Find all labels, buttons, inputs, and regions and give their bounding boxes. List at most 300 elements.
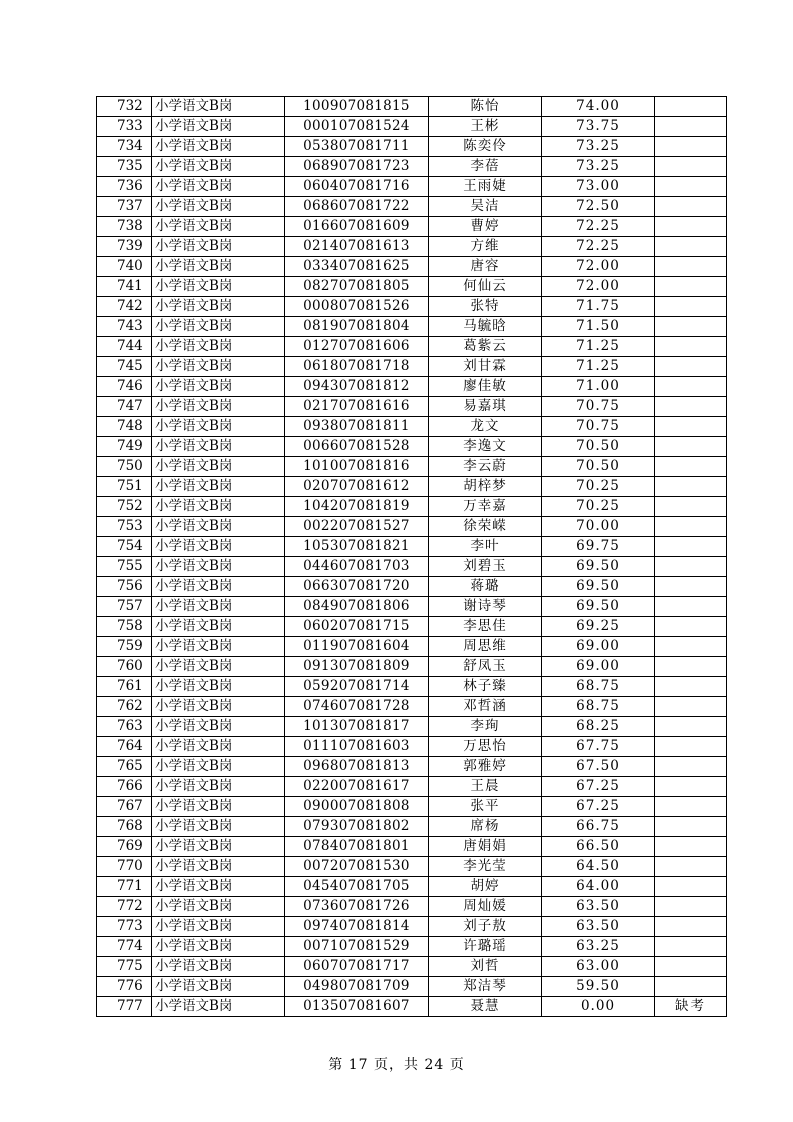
row-number-cell: 751	[97, 477, 152, 497]
post-cell: 小学语文B岗	[152, 757, 285, 777]
note-cell	[655, 577, 727, 597]
score-cell: 72.25	[542, 237, 655, 257]
score-cell: 71.25	[542, 357, 655, 377]
row-number-cell: 775	[97, 957, 152, 977]
row-number-cell: 772	[97, 897, 152, 917]
exam-id-cell: 060207081715	[285, 617, 429, 637]
note-cell	[655, 317, 727, 337]
exam-id-cell: 068607081722	[285, 197, 429, 217]
name-cell: 何仙云	[429, 277, 542, 297]
table-row	[97, 997, 727, 1017]
post-cell: 小学语文B岗	[152, 817, 285, 837]
exam-id-cell: 021407081613	[285, 237, 429, 257]
note-cell	[655, 517, 727, 537]
note-cell	[655, 337, 727, 357]
note-cell	[655, 697, 727, 717]
exam-id-cell: 002207081527	[285, 517, 429, 537]
post-cell: 小学语文B岗	[152, 937, 285, 957]
exam-id-cell: 060707081717	[285, 957, 429, 977]
exam-id-cell: 007207081530	[285, 857, 429, 877]
table-row	[97, 97, 727, 117]
row-number-cell: 773	[97, 917, 152, 937]
score-cell: 68.75	[542, 697, 655, 717]
name-cell: 唐容	[429, 257, 542, 277]
row-number-cell: 735	[97, 157, 152, 177]
note-cell	[655, 477, 727, 497]
exam-id-cell: 045407081705	[285, 877, 429, 897]
score-cell: 69.25	[542, 617, 655, 637]
post-cell: 小学语文B岗	[152, 657, 285, 677]
post-cell: 小学语文B岗	[152, 837, 285, 857]
table-row	[97, 577, 727, 597]
row-number-cell: 758	[97, 617, 152, 637]
note-cell	[655, 257, 727, 277]
name-cell: 王彬	[429, 117, 542, 137]
row-number-cell: 732	[97, 97, 152, 117]
post-cell: 小学语文B岗	[152, 717, 285, 737]
table-row	[97, 197, 727, 217]
note-cell	[655, 737, 727, 757]
table-row	[97, 637, 727, 657]
name-cell: 谢诗琴	[429, 597, 542, 617]
name-cell: 葛紫云	[429, 337, 542, 357]
exam-id-cell: 096807081813	[285, 757, 429, 777]
post-cell: 小学语文B岗	[152, 357, 285, 377]
exam-id-cell: 060407081716	[285, 177, 429, 197]
table-row	[97, 857, 727, 877]
name-cell: 周灿媛	[429, 897, 542, 917]
table-row	[97, 977, 727, 997]
score-cell: 59.50	[542, 977, 655, 997]
post-cell: 小学语文B岗	[152, 777, 285, 797]
name-cell: 郑洁琴	[429, 977, 542, 997]
name-cell: 曹婷	[429, 217, 542, 237]
name-cell: 陈怡	[429, 97, 542, 117]
exam-id-cell: 059207081714	[285, 677, 429, 697]
name-cell: 龙文	[429, 417, 542, 437]
table-row	[97, 117, 727, 137]
name-cell: 李云蔚	[429, 457, 542, 477]
score-cell: 66.75	[542, 817, 655, 837]
note-cell	[655, 397, 727, 417]
post-cell: 小学语文B岗	[152, 457, 285, 477]
table-row	[97, 257, 727, 277]
post-cell: 小学语文B岗	[152, 317, 285, 337]
name-cell: 李珣	[429, 717, 542, 737]
score-cell: 63.50	[542, 917, 655, 937]
table-row	[97, 177, 727, 197]
score-table	[96, 96, 727, 1017]
name-cell: 王雨婕	[429, 177, 542, 197]
name-cell: 王晨	[429, 777, 542, 797]
note-cell	[655, 877, 727, 897]
row-number-cell: 743	[97, 317, 152, 337]
score-cell: 63.25	[542, 937, 655, 957]
row-number-cell: 768	[97, 817, 152, 837]
table-row	[97, 837, 727, 857]
post-cell: 小学语文B岗	[152, 577, 285, 597]
post-cell: 小学语文B岗	[152, 637, 285, 657]
score-table-body	[97, 97, 727, 1017]
note-cell: 缺考	[655, 997, 727, 1017]
post-cell: 小学语文B岗	[152, 297, 285, 317]
exam-id-cell: 090007081808	[285, 797, 429, 817]
score-cell: 70.75	[542, 417, 655, 437]
note-cell	[655, 977, 727, 997]
note-cell	[655, 777, 727, 797]
table-row	[97, 677, 727, 697]
note-cell	[655, 677, 727, 697]
score-cell: 69.75	[542, 537, 655, 557]
page-footer	[0, 1054, 793, 1074]
note-cell	[655, 897, 727, 917]
name-cell: 万幸嘉	[429, 497, 542, 517]
row-number-cell: 774	[97, 937, 152, 957]
exam-id-cell: 006607081528	[285, 437, 429, 457]
row-number-cell: 745	[97, 357, 152, 377]
exam-id-cell: 084907081806	[285, 597, 429, 617]
exam-id-cell: 081907081804	[285, 317, 429, 337]
score-cell: 71.75	[542, 297, 655, 317]
score-cell: 64.50	[542, 857, 655, 877]
exam-id-cell: 011907081604	[285, 637, 429, 657]
note-cell	[655, 237, 727, 257]
score-cell: 71.00	[542, 377, 655, 397]
exam-id-cell: 094307081812	[285, 377, 429, 397]
score-cell: 68.25	[542, 717, 655, 737]
table-row	[97, 337, 727, 357]
post-cell: 小学语文B岗	[152, 97, 285, 117]
row-number-cell: 777	[97, 997, 152, 1017]
table-row	[97, 457, 727, 477]
score-cell: 69.00	[542, 657, 655, 677]
row-number-cell: 744	[97, 337, 152, 357]
post-cell: 小学语文B岗	[152, 537, 285, 557]
score-cell: 72.25	[542, 217, 655, 237]
exam-id-cell: 020707081612	[285, 477, 429, 497]
note-cell	[655, 537, 727, 557]
row-number-cell: 757	[97, 597, 152, 617]
table-row	[97, 477, 727, 497]
name-cell: 席杨	[429, 817, 542, 837]
post-cell: 小学语文B岗	[152, 117, 285, 137]
score-cell: 67.25	[542, 797, 655, 817]
note-cell	[655, 757, 727, 777]
row-number-cell: 734	[97, 137, 152, 157]
table-row	[97, 617, 727, 637]
exam-id-cell: 012707081606	[285, 337, 429, 357]
table-row	[97, 157, 727, 177]
exam-id-cell: 073607081726	[285, 897, 429, 917]
note-cell	[655, 817, 727, 837]
post-cell: 小学语文B岗	[152, 957, 285, 977]
name-cell: 李逸文	[429, 437, 542, 457]
table-row	[97, 657, 727, 677]
exam-id-cell: 049807081709	[285, 977, 429, 997]
note-cell	[655, 217, 727, 237]
name-cell: 刘哲	[429, 957, 542, 977]
score-cell: 74.00	[542, 97, 655, 117]
table-row	[97, 417, 727, 437]
exam-id-cell: 000807081526	[285, 297, 429, 317]
row-number-cell: 750	[97, 457, 152, 477]
name-cell: 易嘉琪	[429, 397, 542, 417]
table-row	[97, 537, 727, 557]
table-row	[97, 137, 727, 157]
note-cell	[655, 177, 727, 197]
exam-id-cell: 007107081529	[285, 937, 429, 957]
score-cell: 0.00	[542, 997, 655, 1017]
post-cell: 小学语文B岗	[152, 617, 285, 637]
post-cell: 小学语文B岗	[152, 797, 285, 817]
score-cell: 70.25	[542, 477, 655, 497]
name-cell: 舒凤玉	[429, 657, 542, 677]
exam-id-cell: 013507081607	[285, 997, 429, 1017]
table-row	[97, 697, 727, 717]
row-number-cell: 753	[97, 517, 152, 537]
row-number-cell: 740	[97, 257, 152, 277]
post-cell: 小学语文B岗	[152, 977, 285, 997]
post-cell: 小学语文B岗	[152, 277, 285, 297]
name-cell: 周思维	[429, 637, 542, 657]
name-cell: 张平	[429, 797, 542, 817]
footer-label-end: 页	[449, 1057, 465, 1073]
table-row	[97, 437, 727, 457]
exam-id-cell: 100907081815	[285, 97, 429, 117]
note-cell	[655, 617, 727, 637]
score-cell: 70.50	[542, 437, 655, 457]
exam-id-cell: 101307081817	[285, 717, 429, 737]
table-row	[97, 897, 727, 917]
row-number-cell: 771	[97, 877, 152, 897]
exam-id-cell: 093807081811	[285, 417, 429, 437]
post-cell: 小学语文B岗	[152, 857, 285, 877]
post-cell: 小学语文B岗	[152, 137, 285, 157]
table-row	[97, 397, 727, 417]
note-cell	[655, 417, 727, 437]
name-cell: 刘子敖	[429, 917, 542, 937]
score-cell: 71.50	[542, 317, 655, 337]
exam-id-cell: 101007081816	[285, 457, 429, 477]
table-row	[97, 817, 727, 837]
note-cell	[655, 597, 727, 617]
note-cell	[655, 437, 727, 457]
table-row	[97, 757, 727, 777]
table-row	[97, 217, 727, 237]
table-row	[97, 237, 727, 257]
name-cell: 吴洁	[429, 197, 542, 217]
score-cell: 67.25	[542, 777, 655, 797]
row-number-cell: 760	[97, 657, 152, 677]
score-cell: 72.00	[542, 257, 655, 277]
name-cell: 聂慧	[429, 997, 542, 1017]
row-number-cell: 755	[97, 557, 152, 577]
exam-id-cell: 021707081616	[285, 397, 429, 417]
exam-id-cell: 068907081723	[285, 157, 429, 177]
name-cell: 李光莹	[429, 857, 542, 877]
post-cell: 小学语文B岗	[152, 397, 285, 417]
exam-id-cell: 104207081819	[285, 497, 429, 517]
row-number-cell: 733	[97, 117, 152, 137]
name-cell: 廖佳敏	[429, 377, 542, 397]
footer-current-page: 17	[348, 1057, 369, 1073]
score-cell: 67.50	[542, 757, 655, 777]
row-number-cell: 736	[97, 177, 152, 197]
row-number-cell: 752	[97, 497, 152, 517]
footer-label-page: 第	[328, 1057, 344, 1073]
row-number-cell: 737	[97, 197, 152, 217]
note-cell	[655, 457, 727, 477]
note-cell	[655, 357, 727, 377]
score-cell: 66.50	[542, 837, 655, 857]
note-cell	[655, 117, 727, 137]
table-row	[97, 737, 727, 757]
score-cell: 73.25	[542, 137, 655, 157]
table-row	[97, 277, 727, 297]
score-cell: 73.75	[542, 117, 655, 137]
score-cell: 70.75	[542, 397, 655, 417]
score-cell: 70.50	[542, 457, 655, 477]
exam-id-cell: 033407081625	[285, 257, 429, 277]
score-cell: 64.00	[542, 877, 655, 897]
exam-id-cell: 044607081703	[285, 557, 429, 577]
footer-label-middle: 页，共	[374, 1057, 419, 1073]
post-cell: 小学语文B岗	[152, 437, 285, 457]
score-cell: 69.00	[542, 637, 655, 657]
row-number-cell: 765	[97, 757, 152, 777]
table-row	[97, 937, 727, 957]
post-cell: 小学语文B岗	[152, 257, 285, 277]
row-number-cell: 754	[97, 537, 152, 557]
name-cell: 胡婷	[429, 877, 542, 897]
note-cell	[655, 497, 727, 517]
row-number-cell: 761	[97, 677, 152, 697]
note-cell	[655, 837, 727, 857]
post-cell: 小学语文B岗	[152, 477, 285, 497]
table-row	[97, 777, 727, 797]
score-cell: 69.50	[542, 577, 655, 597]
name-cell: 张特	[429, 297, 542, 317]
post-cell: 小学语文B岗	[152, 557, 285, 577]
exam-id-cell: 079307081802	[285, 817, 429, 837]
post-cell: 小学语文B岗	[152, 417, 285, 437]
row-number-cell: 741	[97, 277, 152, 297]
table-row	[97, 877, 727, 897]
row-number-cell: 756	[97, 577, 152, 597]
note-cell	[655, 857, 727, 877]
note-cell	[655, 197, 727, 217]
post-cell: 小学语文B岗	[152, 697, 285, 717]
note-cell	[655, 297, 727, 317]
note-cell	[655, 657, 727, 677]
note-cell	[655, 637, 727, 657]
exam-id-cell: 011107081603	[285, 737, 429, 757]
note-cell	[655, 797, 727, 817]
post-cell: 小学语文B岗	[152, 177, 285, 197]
name-cell: 万思怡	[429, 737, 542, 757]
row-number-cell: 746	[97, 377, 152, 397]
row-number-cell: 739	[97, 237, 152, 257]
score-cell: 73.25	[542, 157, 655, 177]
exam-id-cell: 091307081809	[285, 657, 429, 677]
row-number-cell: 747	[97, 397, 152, 417]
name-cell: 林子臻	[429, 677, 542, 697]
name-cell: 胡梓梦	[429, 477, 542, 497]
post-cell: 小学语文B岗	[152, 497, 285, 517]
table-row	[97, 797, 727, 817]
note-cell	[655, 137, 727, 157]
name-cell: 刘碧玉	[429, 557, 542, 577]
table-row	[97, 917, 727, 937]
table-row	[97, 357, 727, 377]
score-cell: 71.25	[542, 337, 655, 357]
exam-id-cell: 066307081720	[285, 577, 429, 597]
post-cell: 小学语文B岗	[152, 157, 285, 177]
post-cell: 小学语文B岗	[152, 377, 285, 397]
name-cell: 蒋璐	[429, 577, 542, 597]
name-cell: 唐娟娟	[429, 837, 542, 857]
note-cell	[655, 937, 727, 957]
post-cell: 小学语文B岗	[152, 337, 285, 357]
table-row	[97, 297, 727, 317]
score-cell: 72.50	[542, 197, 655, 217]
table-row	[97, 717, 727, 737]
footer-total-pages: 24	[424, 1057, 445, 1073]
row-number-cell: 738	[97, 217, 152, 237]
table-row	[97, 557, 727, 577]
exam-id-cell: 061807081718	[285, 357, 429, 377]
exam-id-cell: 078407081801	[285, 837, 429, 857]
name-cell: 李蓓	[429, 157, 542, 177]
score-cell: 72.00	[542, 277, 655, 297]
exam-id-cell: 082707081805	[285, 277, 429, 297]
score-cell: 70.00	[542, 517, 655, 537]
note-cell	[655, 557, 727, 577]
row-number-cell: 766	[97, 777, 152, 797]
post-cell: 小学语文B岗	[152, 877, 285, 897]
name-cell: 邓哲涵	[429, 697, 542, 717]
score-cell: 69.50	[542, 597, 655, 617]
name-cell: 李叶	[429, 537, 542, 557]
note-cell	[655, 717, 727, 737]
post-cell: 小学语文B岗	[152, 517, 285, 537]
exam-id-cell: 053807081711	[285, 137, 429, 157]
post-cell: 小学语文B岗	[152, 217, 285, 237]
note-cell	[655, 277, 727, 297]
post-cell: 小学语文B岗	[152, 677, 285, 697]
score-cell: 73.00	[542, 177, 655, 197]
score-cell: 68.75	[542, 677, 655, 697]
note-cell	[655, 957, 727, 977]
post-cell: 小学语文B岗	[152, 237, 285, 257]
score-cell: 63.00	[542, 957, 655, 977]
name-cell: 徐荣嵘	[429, 517, 542, 537]
exam-id-cell: 016607081609	[285, 217, 429, 237]
name-cell: 方维	[429, 237, 542, 257]
row-number-cell: 764	[97, 737, 152, 757]
row-number-cell: 776	[97, 977, 152, 997]
post-cell: 小学语文B岗	[152, 197, 285, 217]
post-cell: 小学语文B岗	[152, 597, 285, 617]
score-cell: 70.25	[542, 497, 655, 517]
post-cell: 小学语文B岗	[152, 897, 285, 917]
table-row	[97, 517, 727, 537]
name-cell: 李思佳	[429, 617, 542, 637]
table-row	[97, 957, 727, 977]
score-cell: 69.50	[542, 557, 655, 577]
row-number-cell: 762	[97, 697, 152, 717]
exam-id-cell: 097407081814	[285, 917, 429, 937]
